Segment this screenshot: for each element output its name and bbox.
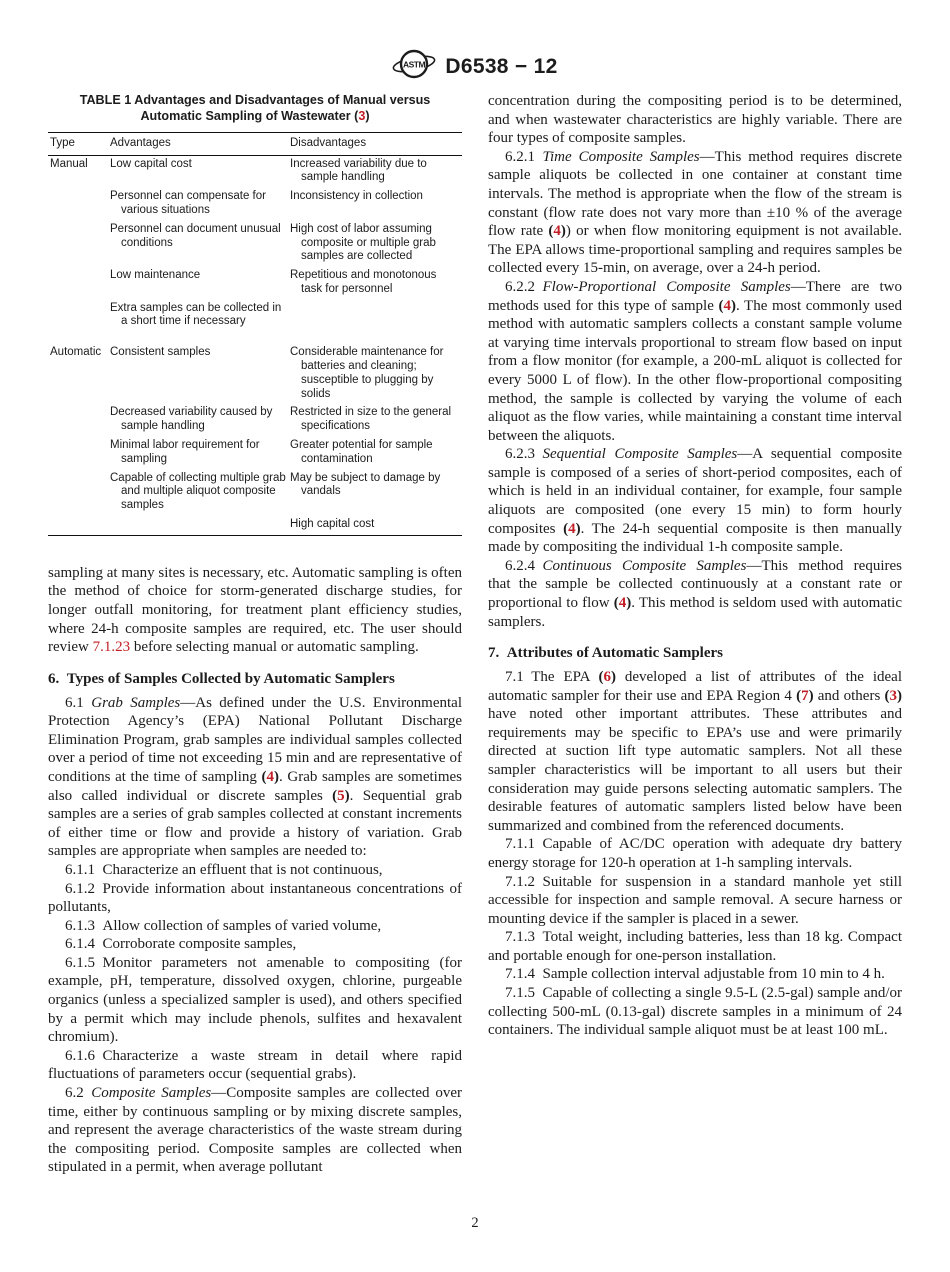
advantages-cell: Low capital cost bbox=[110, 157, 192, 170]
left-column bbox=[48, 92, 462, 1177]
paragraph bbox=[488, 965, 902, 984]
reference-link[interactable]: 4 bbox=[553, 223, 561, 240]
table1-row bbox=[48, 332, 462, 404]
text-segment: ( bbox=[613, 595, 619, 612]
text-segment: ( bbox=[884, 687, 890, 704]
text-segment: ( bbox=[598, 668, 604, 685]
text-segment: 7. Attributes of Automatic Samplers bbox=[488, 645, 723, 662]
advantages-cell: Low maintenance bbox=[110, 269, 201, 282]
text-segment: 6.1.4 Corroborate composite samples, bbox=[65, 936, 297, 953]
paragraph bbox=[48, 861, 462, 880]
text-segment: . Sequential grab samples are a series of grab samples collected at constant increments of either time or flow and provide a history of variation. Grab samples are appropriate when samples are needed to: bbox=[48, 787, 462, 860]
text-segment: Grab Samples bbox=[91, 694, 181, 711]
text-segment: 7.1.2 Suitable for suspension in a standard manhole yet still accessible for inspection and sample removal. A secure harness or mounting device if the sampler is placed in a sewer. bbox=[488, 873, 902, 927]
type-cell bbox=[48, 221, 110, 267]
paragraph bbox=[488, 92, 902, 148]
type-cell bbox=[48, 470, 110, 516]
text-segment: 6.1.1 Characterize an effluent that is not continuous, bbox=[65, 861, 383, 878]
text-segment: Sequential Composite Samples bbox=[542, 446, 738, 463]
disadvantages-cell: High capital cost bbox=[290, 518, 375, 531]
text-segment: ) bbox=[365, 109, 370, 124]
text-segment: 6.1 bbox=[65, 694, 92, 711]
disadvantages-cell: Increased variability due to sample handling bbox=[290, 157, 427, 184]
paragraph bbox=[488, 445, 902, 557]
text-segment: Continuous Composite Samples bbox=[542, 557, 747, 574]
advantages-cell: Minimal labor requirement for sampling bbox=[110, 439, 260, 465]
paragraph bbox=[48, 1084, 462, 1177]
reference-link[interactable]: 6 bbox=[603, 668, 611, 685]
advantages-cell: Extra samples can be collected in a short time if necessary bbox=[110, 301, 282, 328]
type-cell bbox=[48, 300, 110, 333]
text-segment: ( bbox=[548, 223, 554, 240]
text-segment: ( bbox=[332, 787, 338, 804]
table1-row bbox=[48, 437, 462, 470]
paragraph bbox=[48, 954, 462, 1047]
paragraph bbox=[488, 668, 902, 835]
paragraph bbox=[48, 880, 462, 917]
table1-row bbox=[48, 404, 462, 437]
paragraph bbox=[48, 917, 462, 936]
left-column-text bbox=[48, 564, 462, 1177]
text-segment: 6.2.1 bbox=[505, 148, 543, 165]
text-segment: 7.1.3 Total weight, including batteries, less than 18 kg. Compact and portable enough for one-person installation. bbox=[488, 929, 902, 964]
text-segment: . The 24-h sequential composite is then manually made by compositing the individual 1-h composite sample. bbox=[488, 520, 902, 556]
text-segment: 6.2.4 bbox=[505, 557, 543, 574]
paragraph bbox=[48, 1047, 462, 1084]
text-segment: 6.1.5 Monitor parameters not amenable to compositing (for example, pH, temperature, dissolved oxygen, chlorine, purgeable organics (unless a specialized sampler is used), and others specified by a permit which may include phenols, sulfites and hexavalent chromium). bbox=[48, 954, 462, 1046]
text-segment: 6.1.6 Characterize a waste stream in detail where rapid fluctuations of parameters occur (sequential grabs). bbox=[48, 1047, 462, 1083]
paragraph bbox=[488, 557, 902, 631]
text-segment: ) bbox=[808, 687, 814, 704]
disadvantages-cell: Inconsistency in collection bbox=[290, 190, 423, 203]
text-segment: ( bbox=[563, 520, 569, 537]
text-segment: before selecting manual or automatic sampling. bbox=[130, 639, 419, 656]
section-heading bbox=[488, 644, 902, 663]
table1 bbox=[48, 92, 462, 536]
text-segment: 6. Types of Samples Collected by Automatic Samplers bbox=[48, 670, 395, 687]
advantages-cell: Personnel can document unusual conditions bbox=[110, 222, 281, 249]
section-heading bbox=[48, 670, 462, 689]
text-segment: 7.1 The EPA bbox=[505, 668, 599, 685]
text-segment: ) bbox=[344, 787, 350, 804]
type-cell: Manual bbox=[50, 157, 88, 170]
page-header bbox=[0, 44, 950, 89]
text-segment: ) or when flow monitoring equipment is not available. The EPA allows time-proportional sampling and requires samples be collected every 15-min, on average, over a 24-h period. bbox=[488, 223, 902, 277]
right-column bbox=[488, 92, 902, 1040]
disadvantages-cell: Repetitious and monotonous task for personnel bbox=[290, 269, 437, 295]
text-segment: —This method requires discrete sample aliquots be collected in one container at constant time intervals. The method is appropriate when the flow of the stream is constant (flow rate does not vary more than ±10 % of the average flow rate bbox=[488, 148, 902, 240]
text-segment: ) bbox=[610, 668, 616, 685]
table1-row bbox=[48, 155, 462, 188]
text-segment: . The most commonly used method with automatic samplers collects a constant sample volume at varying time intervals proportional to stream flow based on input from a flow monitor (for example, a 200-mL aliquot is collected for every 5000 L of flow). In the other flow-proportional compositing method, the sample is collected by varying the volume of each aliquot as the flow varies, while maintaining a constant time interval between the aliquots. bbox=[488, 297, 902, 444]
type-cell bbox=[48, 188, 110, 221]
document-number: D6538 − 12 bbox=[445, 54, 558, 78]
table1-header-row bbox=[48, 132, 462, 155]
astm-logo-icon bbox=[392, 44, 436, 89]
text-segment: ) bbox=[575, 520, 581, 537]
text-segment: . This method is seldom used with automatic samplers. bbox=[488, 595, 902, 630]
reference-link[interactable]: 3 bbox=[358, 109, 366, 124]
disadvantages-cell: Considerable maintenance for batteries and cleaning; susceptible to plugging by solids bbox=[290, 346, 444, 400]
reference-link[interactable]: 4 bbox=[266, 768, 274, 785]
text-segment: 6.2.2 bbox=[505, 278, 543, 295]
table1-row bbox=[48, 221, 462, 267]
table1-grid bbox=[48, 132, 462, 536]
text-segment: TABLE 1 Advantages and Disadvantages of Manual versus Automatic Sampling of Wastewater ( bbox=[79, 93, 431, 124]
paragraph bbox=[488, 278, 902, 445]
text-segment: ( bbox=[718, 297, 724, 314]
text-segment: ( bbox=[796, 687, 802, 704]
column-header-advantages: Advantages bbox=[110, 132, 290, 155]
table1-row bbox=[48, 470, 462, 516]
type-cell bbox=[48, 404, 110, 437]
text-segment: ) bbox=[626, 595, 632, 612]
paragraph bbox=[488, 873, 902, 929]
reference-link[interactable]: 4 bbox=[618, 595, 627, 612]
text-segment: 6.2.3 bbox=[505, 446, 543, 463]
disadvantages-cell: Restricted in size to the general specifications bbox=[290, 406, 452, 433]
type-cell bbox=[48, 516, 110, 535]
disadvantages-cell: May be subject to damage by vandals bbox=[290, 471, 441, 498]
text-segment: —A sequential composite sample is composed of a series of short-period composites, each of which is held in an individual container, for example, four sample aliquots are composited (one every 15 min) to form hourly composites bbox=[488, 446, 902, 537]
text-segment: ) bbox=[730, 297, 736, 314]
text-segment: ) bbox=[560, 223, 566, 240]
advantages-cell: Personnel can compensate for various situations bbox=[110, 190, 266, 216]
table1-body bbox=[48, 155, 462, 535]
text-segment: —As defined under the U.S. Environmental Protection Agency’s (EPA) National Pollutant Discharge Elimination Program, grab samples are individual samples collected over a period of time not exceeding 15 min and are representative of conditions at the time of sampling bbox=[48, 694, 462, 785]
page-footer bbox=[0, 1215, 950, 1232]
text-segment: sampling at many sites is necessary, etc. Automatic sampling is often the method of choice for storm-generated discharge studies, for longer outfall monitoring, for treatment plant efficiency studies, where 24-h composite samples are required, etc. The user should review bbox=[48, 564, 462, 656]
disadvantages-cell: High cost of labor assuming composite or multiple grab samples are collected bbox=[290, 222, 436, 263]
type-cell bbox=[48, 437, 110, 470]
reference-link[interactable]: 7 bbox=[801, 687, 809, 704]
page-number: 2 bbox=[471, 1215, 479, 1231]
text-segment: ) bbox=[897, 687, 902, 704]
text-segment: —There are two methods used for this type of sample bbox=[488, 278, 902, 314]
reference-link[interactable]: 4 bbox=[723, 297, 731, 314]
right-column-text bbox=[488, 92, 902, 1040]
reference-link[interactable]: 4 bbox=[568, 520, 576, 537]
svg-text:ASTM: ASTM bbox=[403, 59, 426, 70]
text-segment: 6.1.3 Allow collection of samples of varied volume, bbox=[65, 917, 382, 934]
text-segment: concentration during the compositing period is to be determined, and when wastewater characteristics are highly variable. There are four types of composite samples. bbox=[488, 93, 902, 147]
advantages-cell: Consistent samples bbox=[110, 346, 211, 359]
column-header-type: Type bbox=[48, 132, 110, 155]
paragraph bbox=[48, 564, 462, 657]
text-segment: . Grab samples are sometimes also called individual or discrete samples bbox=[48, 768, 462, 804]
text-segment: ( bbox=[261, 768, 267, 785]
text-segment: ) bbox=[274, 768, 279, 785]
text-segment: 6.2 bbox=[65, 1085, 92, 1102]
type-cell bbox=[48, 267, 110, 300]
text-segment: developed a list of attributes of the ideal automatic sampler for their use and EPA Region 4 bbox=[488, 668, 903, 704]
text-segment: 7.1.1 Capable of AC/DC operation with adequate dry battery energy storage for 120-h operation at 1-h sampling intervals. bbox=[488, 836, 902, 871]
text-segment: —This method requires that the sample be collected continuously at a constant rate or proportional to flow bbox=[488, 557, 902, 612]
text-segment: Composite Samples bbox=[91, 1085, 212, 1102]
column-header-disadvantages: Disadvantages bbox=[290, 132, 462, 155]
text-segment: Time Composite Samples bbox=[542, 148, 700, 165]
text-segment: and others bbox=[813, 687, 885, 704]
reference-link[interactable]: 7.1.23 bbox=[92, 639, 131, 656]
table1-title bbox=[68, 92, 442, 125]
text-segment: 6.1.2 Provide information about instantaneous concentrations of pollutants, bbox=[48, 880, 462, 916]
disadvantages-cell bbox=[290, 300, 462, 333]
text-segment: 7.1.4 Sample collection interval adjustable from 10 min to 4 h. bbox=[505, 966, 885, 983]
table1-row bbox=[48, 267, 462, 300]
advantages-cell bbox=[110, 516, 290, 535]
table1-row bbox=[48, 188, 462, 221]
paragraph bbox=[488, 928, 902, 965]
paragraph bbox=[48, 694, 462, 861]
paragraph bbox=[488, 835, 902, 872]
table1-row bbox=[48, 300, 462, 333]
text-segment: —Composite samples are collected over time, either by continuous sampling or by mixing discrete samples, and represent the average characteristics of the waste stream during the compositing period. Composite samples are collected when stipulated in a permit, when average pollutant bbox=[48, 1085, 462, 1176]
paragraph bbox=[488, 148, 902, 278]
disadvantages-cell: Greater potential for sample contamination bbox=[290, 439, 433, 465]
paragraph bbox=[488, 984, 902, 1040]
table1-row bbox=[48, 516, 462, 535]
paragraph bbox=[48, 935, 462, 954]
advantages-cell: Decreased variability caused by sample handling bbox=[110, 406, 273, 433]
advantages-cell: Capable of collecting multiple grab and multiple aliquot composite samples bbox=[110, 471, 286, 512]
text-segment: have noted other important attributes. These attributes and requirements may be specific to EPA’s use and were primarily directed at suction lift type automatic samplers. Not all these sampler characteristics will be important to all users but their consideration may guide persons selecting automatic samplers. The desirable features of automatic samplers listed below have been summarized and combined from the referenced documents. bbox=[488, 706, 902, 834]
text-segment: 7.1.5 Capable of collecting a single 9.5-L (2.5-gal) sample and/or collecting 500-mL (0.13-gal) discrete samples in a minimum of 24 containers. The individual sample aliquot must be at least 100 mL. bbox=[488, 985, 902, 1039]
reference-link[interactable]: 3 bbox=[889, 687, 897, 704]
type-cell: Automatic bbox=[50, 346, 102, 359]
text-segment: Flow-Proportional Composite Samples bbox=[542, 278, 791, 295]
reference-link[interactable]: 5 bbox=[337, 787, 345, 804]
